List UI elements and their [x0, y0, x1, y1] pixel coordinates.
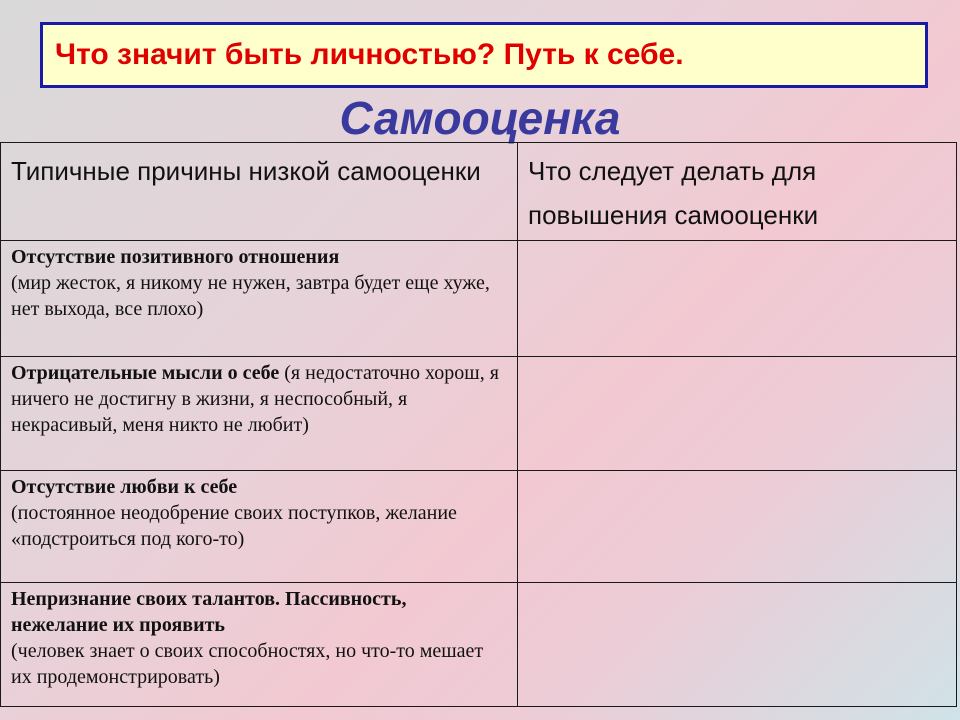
page-title: Что значит быть личностью? Путь к себе.	[55, 38, 684, 71]
cause-heading: Отсутствие позитивного отношения	[11, 246, 340, 268]
cause-description: (я недостаточно хорош, я ничего не достигну в жизни, я неспособный, я некрасивый, меня никто не любит)	[11, 362, 499, 436]
self-esteem-table	[0, 142, 957, 707]
table-row	[1, 241, 957, 357]
table-header-row	[1, 143, 957, 241]
action-cell	[518, 583, 957, 707]
action-cell	[518, 357, 957, 471]
action-cell	[518, 241, 957, 357]
action-cell	[518, 471, 957, 583]
cause-cell	[1, 357, 518, 471]
table-row	[1, 583, 957, 707]
column-header-causes: Типичные причины низкой самооценки	[1, 143, 518, 241]
cause-description: (человек знает о своих способностях, но что-то мешает их продемонстрировать)	[11, 640, 484, 688]
table-row	[1, 357, 957, 471]
column-header-actions: Что следует делать для повышения самооценки	[518, 143, 957, 241]
cause-heading: Отсутствие любви к себе	[11, 476, 238, 498]
page-subtitle: Самооценка	[339, 92, 621, 144]
cause-heading: Отрицательные мысли о себе	[11, 362, 280, 384]
table-row	[1, 471, 957, 583]
cause-cell	[1, 471, 518, 583]
cause-description: (мир жесток, я никому не нужен, завтра будет еще хуже, нет выхода, все плохо)	[11, 272, 490, 320]
cause-cell	[1, 583, 518, 707]
cause-description: (постоянное неодобрение своих поступков, желание «подстроиться под кого-то)	[11, 502, 457, 550]
title-banner	[40, 22, 928, 88]
cause-heading: Непризнание своих талантов. Пассивность, нежелание их проявить	[11, 588, 407, 636]
cause-cell	[1, 241, 518, 357]
